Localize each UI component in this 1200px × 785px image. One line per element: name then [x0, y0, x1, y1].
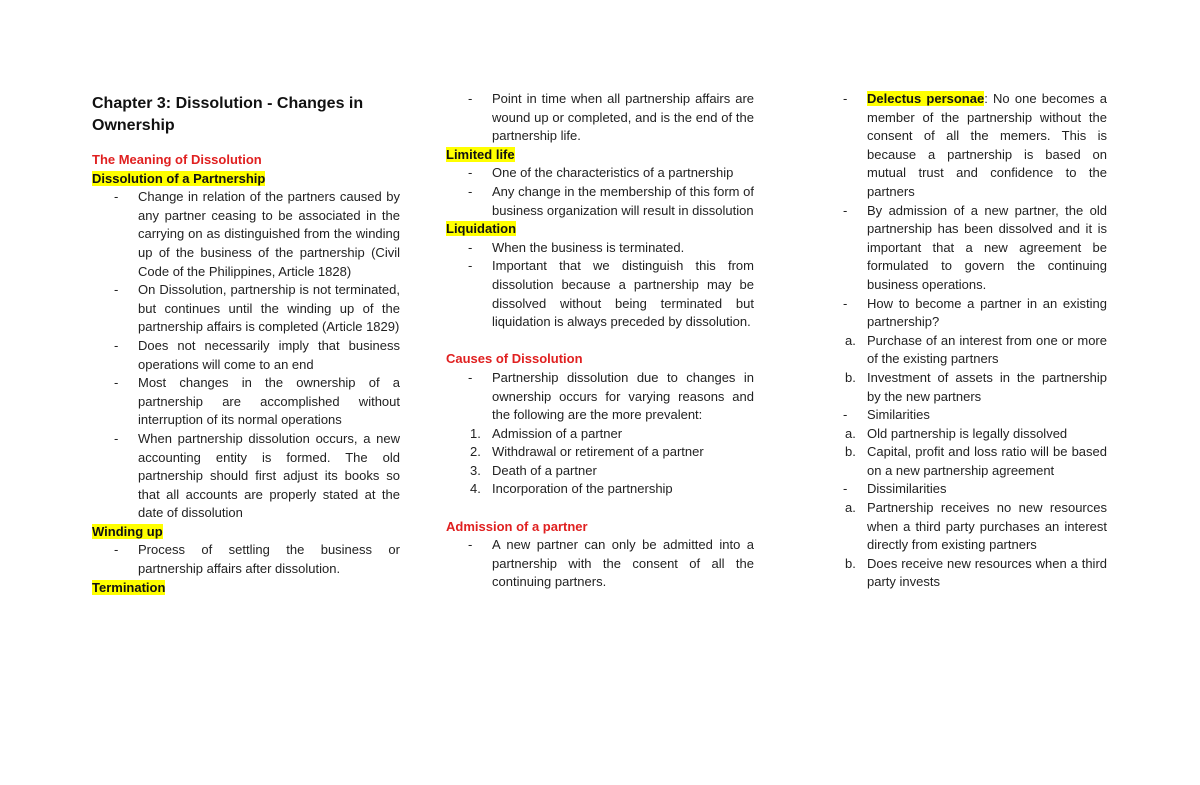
list-item	[821, 555, 1107, 592]
winding-up-heading: Winding up	[92, 523, 163, 539]
dissolution-list	[92, 188, 400, 523]
list-item: - Most changes in the ownership of a partnership are accomplished without interruption of its normal operations	[92, 374, 400, 430]
list-item: - When partnership dissolution occurs, a new accounting entity is formed. The old partnership should first adjust its books so that all accounts are properly stated at the date of dissolution	[92, 430, 400, 523]
admission-heading: Admission of a partner	[446, 518, 588, 534]
list-item	[446, 462, 754, 481]
list-item: - On Dissolution, partnership is not terminated, but continues until the winding up of the partnership affairs is completed (Article 1829)	[92, 281, 400, 337]
causes-list	[446, 369, 754, 425]
similarities-list	[821, 406, 1107, 425]
limited-life-list	[446, 164, 754, 220]
dissimilarities-sublist	[821, 499, 1107, 592]
list-item: - Point in time when all partnership affairs are wound up or completed, and is the end of the partnership life.	[446, 90, 754, 146]
column-3	[821, 90, 1107, 592]
list-item	[821, 90, 1107, 202]
list-item: - Similarities	[821, 406, 1107, 425]
list-text: Withdrawal or retirement of a partner	[492, 444, 704, 460]
list-marker: a.	[845, 332, 856, 348]
list-marker: a.	[845, 425, 856, 441]
dissimilarities-list	[821, 480, 1107, 499]
list-item: - One of the characteristics of a partnership	[446, 164, 754, 183]
delectus-personae-term: Delectus personae	[867, 91, 985, 106]
list-item: - Any change in the membership of this form of business organization will result in dissolution	[446, 183, 754, 220]
list-item	[821, 332, 1107, 369]
causes-heading: Causes of Dissolution	[446, 351, 583, 367]
list-item	[446, 443, 754, 462]
termination-heading: Termination	[92, 579, 166, 595]
list-marker: 2.	[470, 444, 481, 460]
list-item	[446, 480, 754, 499]
admission-list	[446, 536, 754, 592]
list-item: - Does not necessarily imply that business operations will come to an end	[92, 337, 400, 374]
list-text: Partnership receives no new resources when a third party purchases an interest directly from existing partners	[867, 500, 1107, 553]
list-text: Investment of assets in the partnership by the new partners	[867, 369, 1107, 404]
list-item	[821, 425, 1107, 444]
column-1	[92, 90, 400, 597]
delectus-personae-text: : No one becomes a member of the partnership without the consent of all the memers. This is because a partnership is based on mutual trust and confidence to the partners	[867, 91, 1107, 199]
list-item: - Change in relation of the partners caused by any partner ceasing to be associated in the carrying on as distinguished from the winding up of the business of the partnership (Civil Code of the Philippines, Article 1828)	[92, 188, 400, 281]
list-text: Incorporation of the partnership	[492, 481, 673, 497]
list-marker: 3.	[470, 462, 481, 478]
list-marker: b.	[845, 369, 856, 385]
how-to-sublist	[821, 332, 1107, 406]
list-marker: a.	[845, 500, 856, 516]
liquidation-list	[446, 239, 754, 332]
limited-life-heading: Limited life	[446, 146, 515, 162]
column-2	[446, 90, 754, 592]
list-item: - How to become a partner in an existing partnership?	[821, 295, 1107, 332]
list-item: - Important that we distinguish this from dissolution because a partnership may be dissolved without being terminated but liquidation is always preceded by dissolution.	[446, 257, 754, 331]
chapter-title: Chapter 3: Dissolution - Changes in Ownership	[92, 95, 364, 134]
list-marker: 1.	[470, 425, 481, 441]
list-text: Purchase of an interest from one or more of the existing partners	[867, 332, 1107, 367]
list-text: Death of a partner	[492, 462, 597, 478]
list-text: Old partnership is legally dissolved	[867, 425, 1068, 441]
causes-sublist	[446, 425, 754, 499]
list-item: - Process of settling the business or partnership affairs after dissolution.	[92, 541, 400, 578]
list-text: Capital, profit and loss ratio will be based on a new partnership agreement	[867, 444, 1107, 478]
list-item	[821, 443, 1107, 480]
termination-list	[446, 90, 754, 146]
liquidation-heading: Liquidation	[446, 221, 517, 237]
list-item	[821, 499, 1107, 555]
list-item: - By admission of a new partner, the old partnership has been dissolved and it is important that a new agreement be formulated to govern the continuing business operations.	[821, 202, 1107, 295]
similarities-sublist	[821, 425, 1107, 481]
list-marker: b.	[845, 444, 856, 460]
list-item: - When the business is terminated.	[446, 239, 754, 258]
list-item	[821, 369, 1107, 406]
list-marker: 4.	[470, 481, 481, 497]
dissolution-heading: Dissolution of a Partnership	[92, 170, 266, 186]
list-item: - Dissimilarities	[821, 480, 1107, 499]
list-item: - A new partner can only be admitted into a partnership with the consent of all the continuing partners.	[446, 536, 754, 592]
admission-details-list	[821, 90, 1107, 332]
meaning-heading: The Meaning of Dissolution	[92, 152, 262, 167]
list-text: Does receive new resources when a third party invests	[867, 555, 1107, 590]
list-item: - Partnership dissolution due to changes in ownership occurs for varying reasons and the following are the more prevalent:	[446, 369, 754, 425]
winding-up-list	[92, 541, 400, 578]
list-text: Admission of a partner	[492, 425, 623, 441]
list-marker: b.	[845, 555, 856, 571]
list-item	[446, 425, 754, 444]
